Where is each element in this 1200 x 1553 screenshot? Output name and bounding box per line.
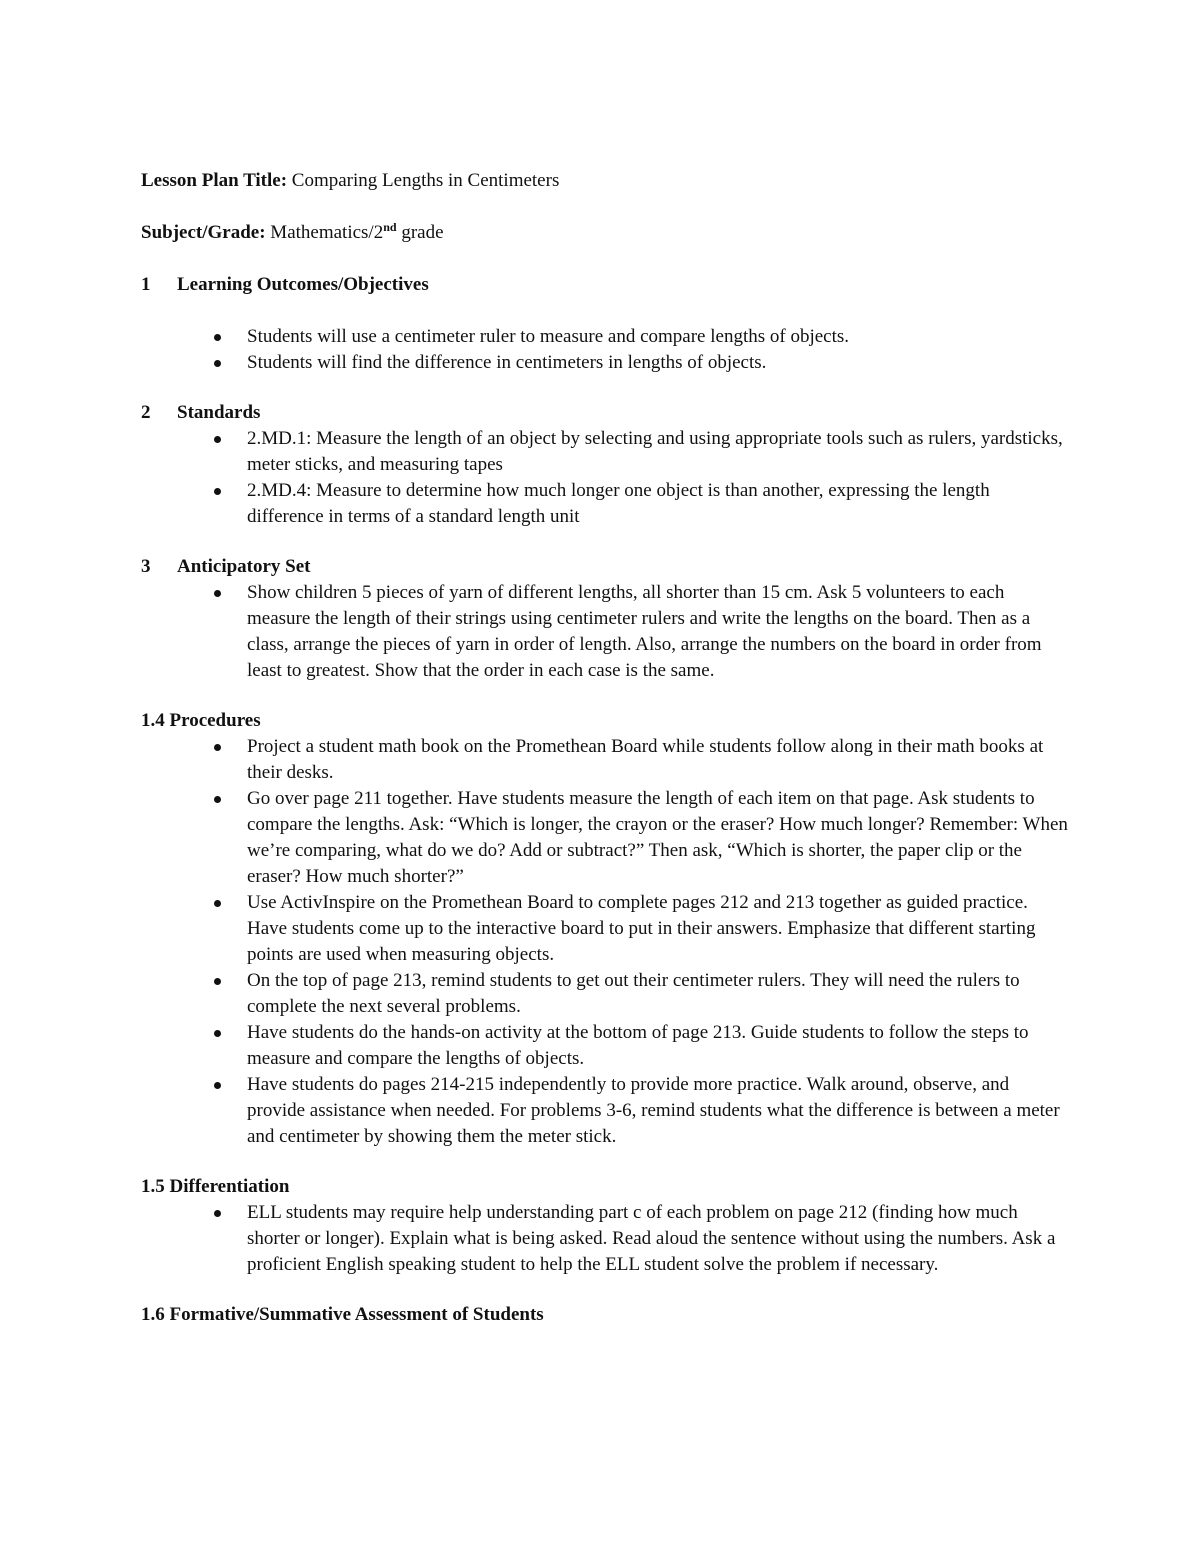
bullet-icon xyxy=(214,436,221,443)
list-item-text: Use ActivInspire on the Promethean Board to complete pages 212 and 213 together as guided practice. Have students come up to the interactive board to put in their answers. Emphasize that different starting points are used when measuring objects. xyxy=(247,892,1036,965)
procedures-list xyxy=(141,734,1071,1150)
list-item-text: Have students do the hands-on activity at the bottom of page 213. Guide students to follow the steps to measure and compare the lengths of objects. xyxy=(247,1022,1029,1069)
lesson-title-field xyxy=(141,168,1071,194)
section-title: 1.6 Formative/Summative Assessment of Students xyxy=(141,1304,544,1325)
section-heading-standards xyxy=(141,400,1071,426)
section-number: 3 xyxy=(141,556,151,577)
bullet-icon xyxy=(214,590,221,597)
list-item xyxy=(141,1020,1071,1072)
lesson-title-label: Lesson Plan Title: xyxy=(141,170,288,191)
list-item-text: Project a student math book on the Promethean Board while students follow along in their math books at their desks. xyxy=(247,736,1044,783)
list-item xyxy=(141,968,1071,1020)
subject-grade-field xyxy=(141,220,1071,246)
list-item xyxy=(141,1072,1071,1150)
bullet-icon xyxy=(214,744,221,751)
section-number: 2 xyxy=(141,402,151,423)
section-title: Anticipatory Set xyxy=(177,556,311,577)
list-item xyxy=(141,1200,1071,1278)
list-item-text: On the top of page 213, remind students to get out their centimeter rulers. They will need the rulers to complete the next several problems. xyxy=(247,970,1020,1017)
list-item xyxy=(141,786,1071,890)
section-number: 1 xyxy=(141,274,151,295)
subject-grade-value-text: Mathematics/2 xyxy=(270,222,384,243)
standards-list xyxy=(141,426,1071,530)
list-item xyxy=(141,580,1071,684)
section-heading-assessment xyxy=(141,1302,1071,1328)
subject-grade-value xyxy=(270,222,443,243)
section-heading-procedures xyxy=(141,708,1071,734)
section-heading-outcomes xyxy=(141,272,1071,298)
section-title: Learning Outcomes/Objectives xyxy=(177,274,429,295)
subject-grade-value-suffix: grade xyxy=(396,222,444,243)
list-item-text: 2.MD.1: Measure the length of an object by selecting and using appropriate tools such as rulers, yardsticks, meter sticks, and measuring tapes xyxy=(247,428,1063,475)
section-title: 1.5 Differentiation xyxy=(141,1176,290,1197)
list-item-text: Students will use a centimeter ruler to measure and compare lengths of objects. xyxy=(247,326,850,347)
list-item xyxy=(141,734,1071,786)
bullet-icon xyxy=(214,796,221,803)
list-item-text: Show children 5 pieces of yarn of different lengths, all shorter than 15 cm. Ask 5 volunteers to each measure the length of their strings using centimeter rulers and write the lengths on the board. Then as a class, arrange the pieces of yarn in order of length. Also, arrange the numbers on the board in order from least to greatest. Show that the order in each case is the same. xyxy=(247,582,1042,681)
bullet-icon xyxy=(214,900,221,907)
lesson-title-value: Comparing Lengths in Centimeters xyxy=(291,170,560,191)
bullet-icon xyxy=(214,1030,221,1037)
section-title: Standards xyxy=(177,402,261,423)
bullet-icon xyxy=(214,334,221,341)
bullet-icon xyxy=(214,978,221,985)
document-page xyxy=(141,168,1071,1328)
outcomes-list xyxy=(141,324,1071,376)
list-item xyxy=(141,478,1071,530)
bullet-icon xyxy=(214,360,221,367)
list-item-text: Go over page 211 together. Have students measure the length of each item on that page. Ask students to compare the lengths. Ask: “Which is longer, the crayon or the eraser? How much longer? Remember: When we’re comparing, what do we do? Add or subtract?” Then ask, “Which is shorter, the paper clip or the eraser? How much shorter?” xyxy=(247,788,1068,887)
anticipatory-list xyxy=(141,580,1071,684)
list-item-text: ELL students may require help understanding part c of each problem on page 212 (finding how much shorter or longer). Explain what is being asked. Read aloud the sentence without using the numbers. Ask a proficient English speaking student to help the ELL student solve the problem if necessary. xyxy=(247,1202,1056,1275)
bullet-icon xyxy=(214,1082,221,1089)
section-title: 1.4 Procedures xyxy=(141,710,261,731)
differentiation-list xyxy=(141,1200,1071,1278)
list-item-text: Have students do pages 214-215 independently to provide more practice. Walk around, observe, and provide assistance when needed. For problems 3-6, remind students what the difference is between a meter and centimeter by showing them the meter stick. xyxy=(247,1074,1060,1147)
list-item xyxy=(141,426,1071,478)
list-item xyxy=(141,324,1071,350)
list-item xyxy=(141,890,1071,968)
list-item-text: 2.MD.4: Measure to determine how much longer one object is than another, expressing the length difference in terms of a standard length unit xyxy=(247,480,990,527)
bullet-icon xyxy=(214,488,221,495)
section-heading-differentiation xyxy=(141,1174,1071,1200)
list-item xyxy=(141,350,1071,376)
list-item-text: Students will find the difference in centimeters in lengths of objects. xyxy=(247,352,767,373)
subject-grade-label: Subject/Grade: xyxy=(141,222,266,243)
bullet-icon xyxy=(214,1210,221,1217)
grade-ordinal-suffix: nd xyxy=(383,220,397,234)
section-heading-anticipatory xyxy=(141,554,1071,580)
